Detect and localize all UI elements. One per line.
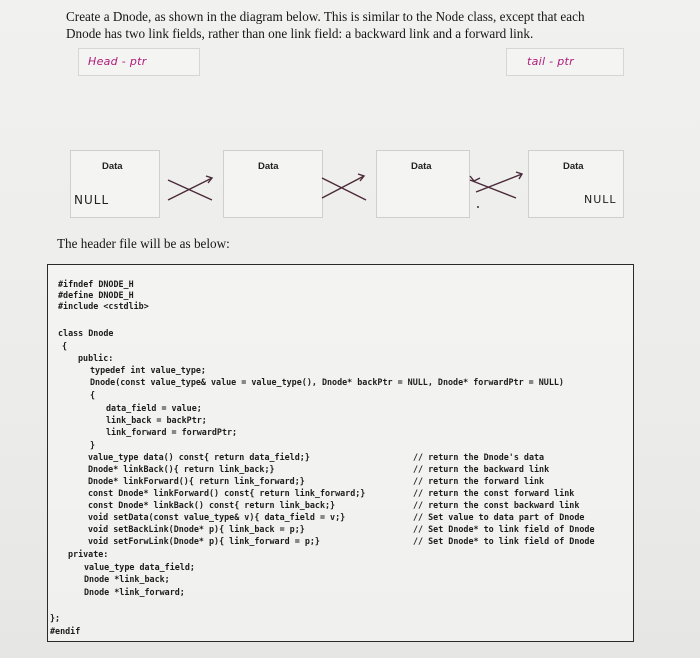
code-method-6: void setData(const value_type& v){ data_field = v;} (88, 512, 346, 522)
code-endif: #endif (50, 626, 81, 636)
code-method-1: value_type data() const{ return data_field;} (88, 452, 310, 462)
code-comment-2: // return the backward link (413, 464, 550, 474)
ink-dot (477, 206, 479, 208)
code-preproc-3: #include <cstdlib> (58, 301, 149, 311)
code-private: private: (68, 549, 109, 559)
code-ctor-open: { (90, 390, 96, 400)
code-preproc-1: #ifndef DNODE_H (58, 279, 134, 289)
link-arrow-1 (168, 176, 212, 200)
code-comment-5: // return the const backward link (413, 500, 580, 510)
code-class-line: class Dnode (58, 328, 114, 338)
code-comment-4: // return the const forward link (413, 488, 575, 498)
head-ptr-label: Head - ptr (88, 55, 147, 68)
code-public: public: (78, 353, 114, 363)
dnode-3-data-label: Data (411, 161, 432, 172)
intro-line-1: Create a Dnode, as shown in the diagram below. This is similar to the Node class, except that each (66, 9, 585, 24)
dnode-4-data-label: Data (563, 161, 584, 172)
null-forward-link: NULL (584, 193, 617, 206)
code-comment-6: // Set value to data part of Dnode (413, 512, 585, 522)
tail-ptr-label: tail - ptr (527, 55, 574, 68)
code-ctor-body-1: data_field = value; (106, 403, 202, 413)
code-field-2: Dnode *link_back; (84, 574, 170, 584)
code-field-3: Dnode *link_forward; (84, 587, 185, 597)
code-ctor-close: } (90, 440, 96, 450)
code-method-8: void setForwLink(Dnode* p){ link_forward = p;} (88, 536, 320, 546)
header-file-note: The header file will be as below: (57, 236, 230, 251)
header-file-code-box (47, 264, 634, 642)
code-method-7: void setBackLink(Dnode* p){ link_back = p;} (88, 524, 305, 534)
code-ctor-body-2: link_back = backPtr; (106, 415, 207, 425)
dnode-1-data-label: Data (102, 161, 123, 172)
link-arrow-2 (322, 174, 366, 200)
code-method-3: Dnode* linkForward(){ return link_forward;} (88, 476, 305, 486)
intro-line-2: Dnode has two link fields, rather than one link field: a backward link and a forward link. (66, 26, 534, 41)
code-open-brace: { (62, 341, 68, 351)
code-close-class: }; (50, 613, 61, 623)
code-typedef: typedef int value_type; (90, 365, 206, 375)
code-method-4: const Dnode* linkForward() const{ return link_forward;} (88, 488, 366, 498)
link-arrow-3 (470, 172, 522, 198)
code-comment-7: // Set Dnode* to link field of Dnode (413, 524, 595, 534)
null-back-link: NULL (74, 193, 110, 207)
code-constructor: Dnode(const value_type& value = value_type(), Dnode* backPtr = NULL, Dnode* forwardPtr = NULL) (90, 377, 564, 387)
code-method-5: const Dnode* linkBack() const{ return link_back;} (88, 500, 336, 510)
code-preproc-2: #define DNODE_H (58, 290, 134, 300)
code-field-1: value_type data_field; (84, 562, 195, 572)
code-method-2: Dnode* linkBack(){ return link_back;} (88, 464, 275, 474)
code-comment-3: // return the forward link (413, 476, 545, 486)
code-comment-1: // return the Dnode's data (413, 452, 545, 462)
code-ctor-body-3: link_forward = forwardPtr; (106, 427, 238, 437)
code-comment-8: // Set Dnode* to link field of Dnode (413, 536, 595, 546)
dnode-2-data-label: Data (258, 161, 279, 172)
